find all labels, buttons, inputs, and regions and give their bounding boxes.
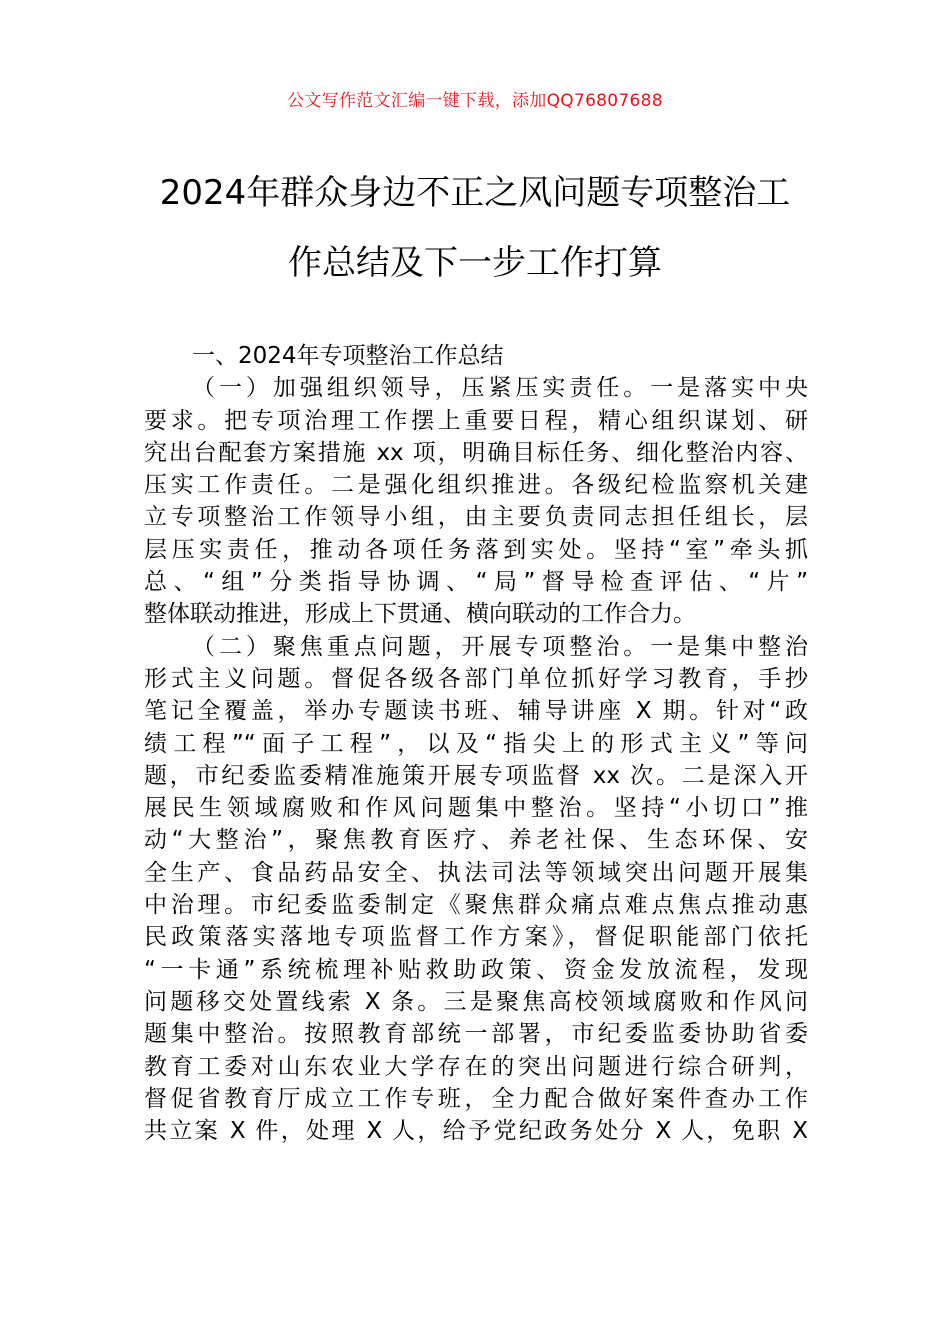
paragraph-line: 笔记全覆盖，举办专题读书班、辅导讲座 X 期。针对“政 <box>144 698 808 725</box>
paragraph-line: 动“大整治”，聚焦教育医疗、养老社保、生态环保、安 <box>144 827 808 854</box>
document-title-line-2: 作总结及下一步工作打算 <box>288 243 662 283</box>
paragraph-line: 题，市纪委监委精准施策开展专项监督 xx 次。二是深入开 <box>144 762 808 789</box>
paragraph-line: 督促省教育厅成立工作专班，全力配合做好案件查办工作 <box>144 1085 808 1112</box>
paragraph-2 <box>144 631 808 1148</box>
document-title-line-1: 2024年群众身边不正之风问题专项整治工 <box>159 173 791 213</box>
paragraph-line: 民政策落实落地专项监督工作方案》，督促职能部门依托 <box>144 924 808 951</box>
document-body <box>144 340 808 1147</box>
paragraph-line: 层压实责任，推动各项任务落到实处。坚持“室”牵头抓 <box>144 536 808 563</box>
paragraph-line: 问题移交处置线索 X 条。三是聚焦高校领域腐败和作风问 <box>144 988 808 1015</box>
paragraph-line: （一）加强组织领导，压紧压实责任。一是落实中央 <box>192 375 808 402</box>
paragraph-line: 立专项整治工作领导小组，由主要负责同志担任组长，层 <box>144 504 808 531</box>
paragraph-line: 全生产、食品药品安全、执法司法等领域突出问题开展集 <box>144 859 808 886</box>
paragraph-line: 绩工程”“面子工程”，以及“指尖上的形式主义”等问 <box>144 730 808 757</box>
paragraph-1 <box>144 372 808 630</box>
paragraph-line: “一卡通”系统梳理补贴救助政策、资金发放流程，发现 <box>144 956 808 983</box>
section-heading: 一、2024年专项整治工作总结 <box>192 343 504 369</box>
download-promo-note: 公文写作范文汇编一键下载，添加QQ76807688 <box>287 91 663 111</box>
paragraph-line: 教育工委对山东农业大学存在的突出问题进行综合研判， <box>144 1053 808 1080</box>
paragraph-line: 压实工作责任。二是强化组织推进。各级纪检监察机关建 <box>144 472 808 499</box>
paragraph-line: 题集中整治。按照教育部统一部署，市纪委监委协助省委 <box>144 1021 808 1048</box>
paragraph-line: 究出台配套方案措施 xx 项，明确目标任务、细化整治内容、 <box>144 439 808 466</box>
paragraph-line: 展民生领域腐败和作风问题集中整治。坚持“小切口”推 <box>144 795 808 822</box>
paragraph-line: 形式主义问题。督促各级各部门单位抓好学习教育，手抄 <box>144 665 808 692</box>
paragraph-line: （二）聚焦重点问题，开展专项整治。一是集中整治 <box>192 633 808 660</box>
paragraph-line: 共立案 X 件，处理 X 人，给予党纪政务处分 X 人，免职 X <box>144 1118 808 1145</box>
paragraph-line: 总、“组”分类指导协调、“局”督导检查评估、“片” <box>144 569 808 596</box>
paragraph-line: 中治理。市纪委监委制定《聚焦群众痛点难点焦点推动惠 <box>144 892 808 919</box>
document-title <box>0 158 950 298</box>
paragraph-line: 要求。把专项治理工作摆上重要日程，精心组织谋划、研 <box>144 407 808 434</box>
paragraph-line: 整体联动推进，形成上下贯通、横向联动的工作合力。 <box>144 601 696 628</box>
